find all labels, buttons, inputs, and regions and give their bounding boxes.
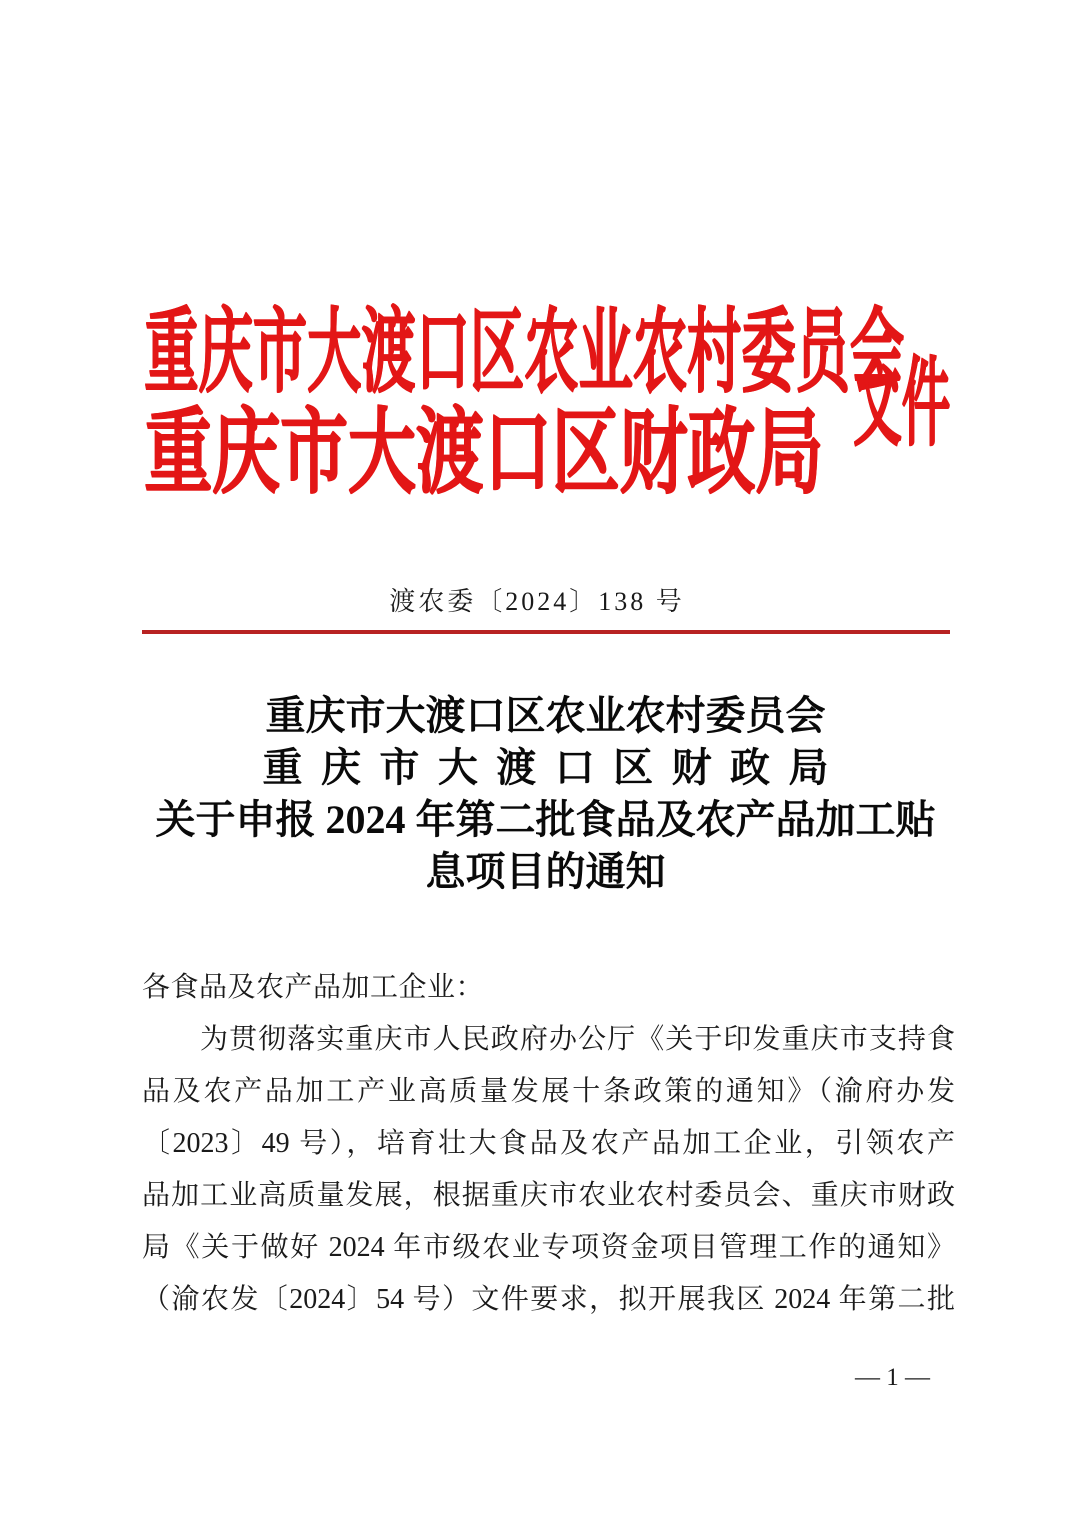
body-paragraph-line: 局《关于做好 2024 年市级农业专项资金项目管理工作的通知》 <box>142 1232 955 1263</box>
body-text <box>142 962 955 1326</box>
body-paragraph-line: 品及农产品加工产业高质量发展十条政策的通知》（渝府办发 <box>142 1076 955 1107</box>
letterhead-org-line-1: 重庆市大渡口区农业农村委员会 <box>144 301 904 403</box>
title-line-3: 关于申报 2024 年第二批食品及农产品加工贴 <box>155 797 936 842</box>
document-title <box>77 690 1014 898</box>
body-paragraph-line: （渝农发〔2024〕54 号）文件要求，拟开展我区 2024 年第二批 <box>142 1284 955 1315</box>
title-line-2: 重庆市大渡口区财政局 <box>262 745 829 790</box>
body-paragraph-line: 为贯彻落实重庆市人民政府办公厅《关于印发重庆市支持食 <box>200 1024 955 1055</box>
doc-number: 渡农委〔2024〕138 号 <box>389 587 685 616</box>
red-rule-divider <box>142 630 950 634</box>
letterhead <box>144 301 956 506</box>
page-number: — 1 — <box>855 1364 930 1391</box>
body-paragraph-line: 〔2023〕49 号），培育壮大食品及农产品加工企业，引领农产 <box>142 1128 955 1159</box>
body-salutation: 各食品及农产品加工企业： <box>142 972 485 1003</box>
letterhead-org-line-2: 重庆市大渡口区财政局 <box>144 402 823 505</box>
title-line-1: 重庆市大渡口区农业农村委员会 <box>265 693 826 738</box>
title-line-4: 息项目的通知 <box>425 849 666 894</box>
letterhead-doc-word: 文件 <box>853 350 950 457</box>
body-paragraph-line: 品加工业高质量发展，根据重庆市农业农村委员会、重庆市财政 <box>142 1180 955 1211</box>
